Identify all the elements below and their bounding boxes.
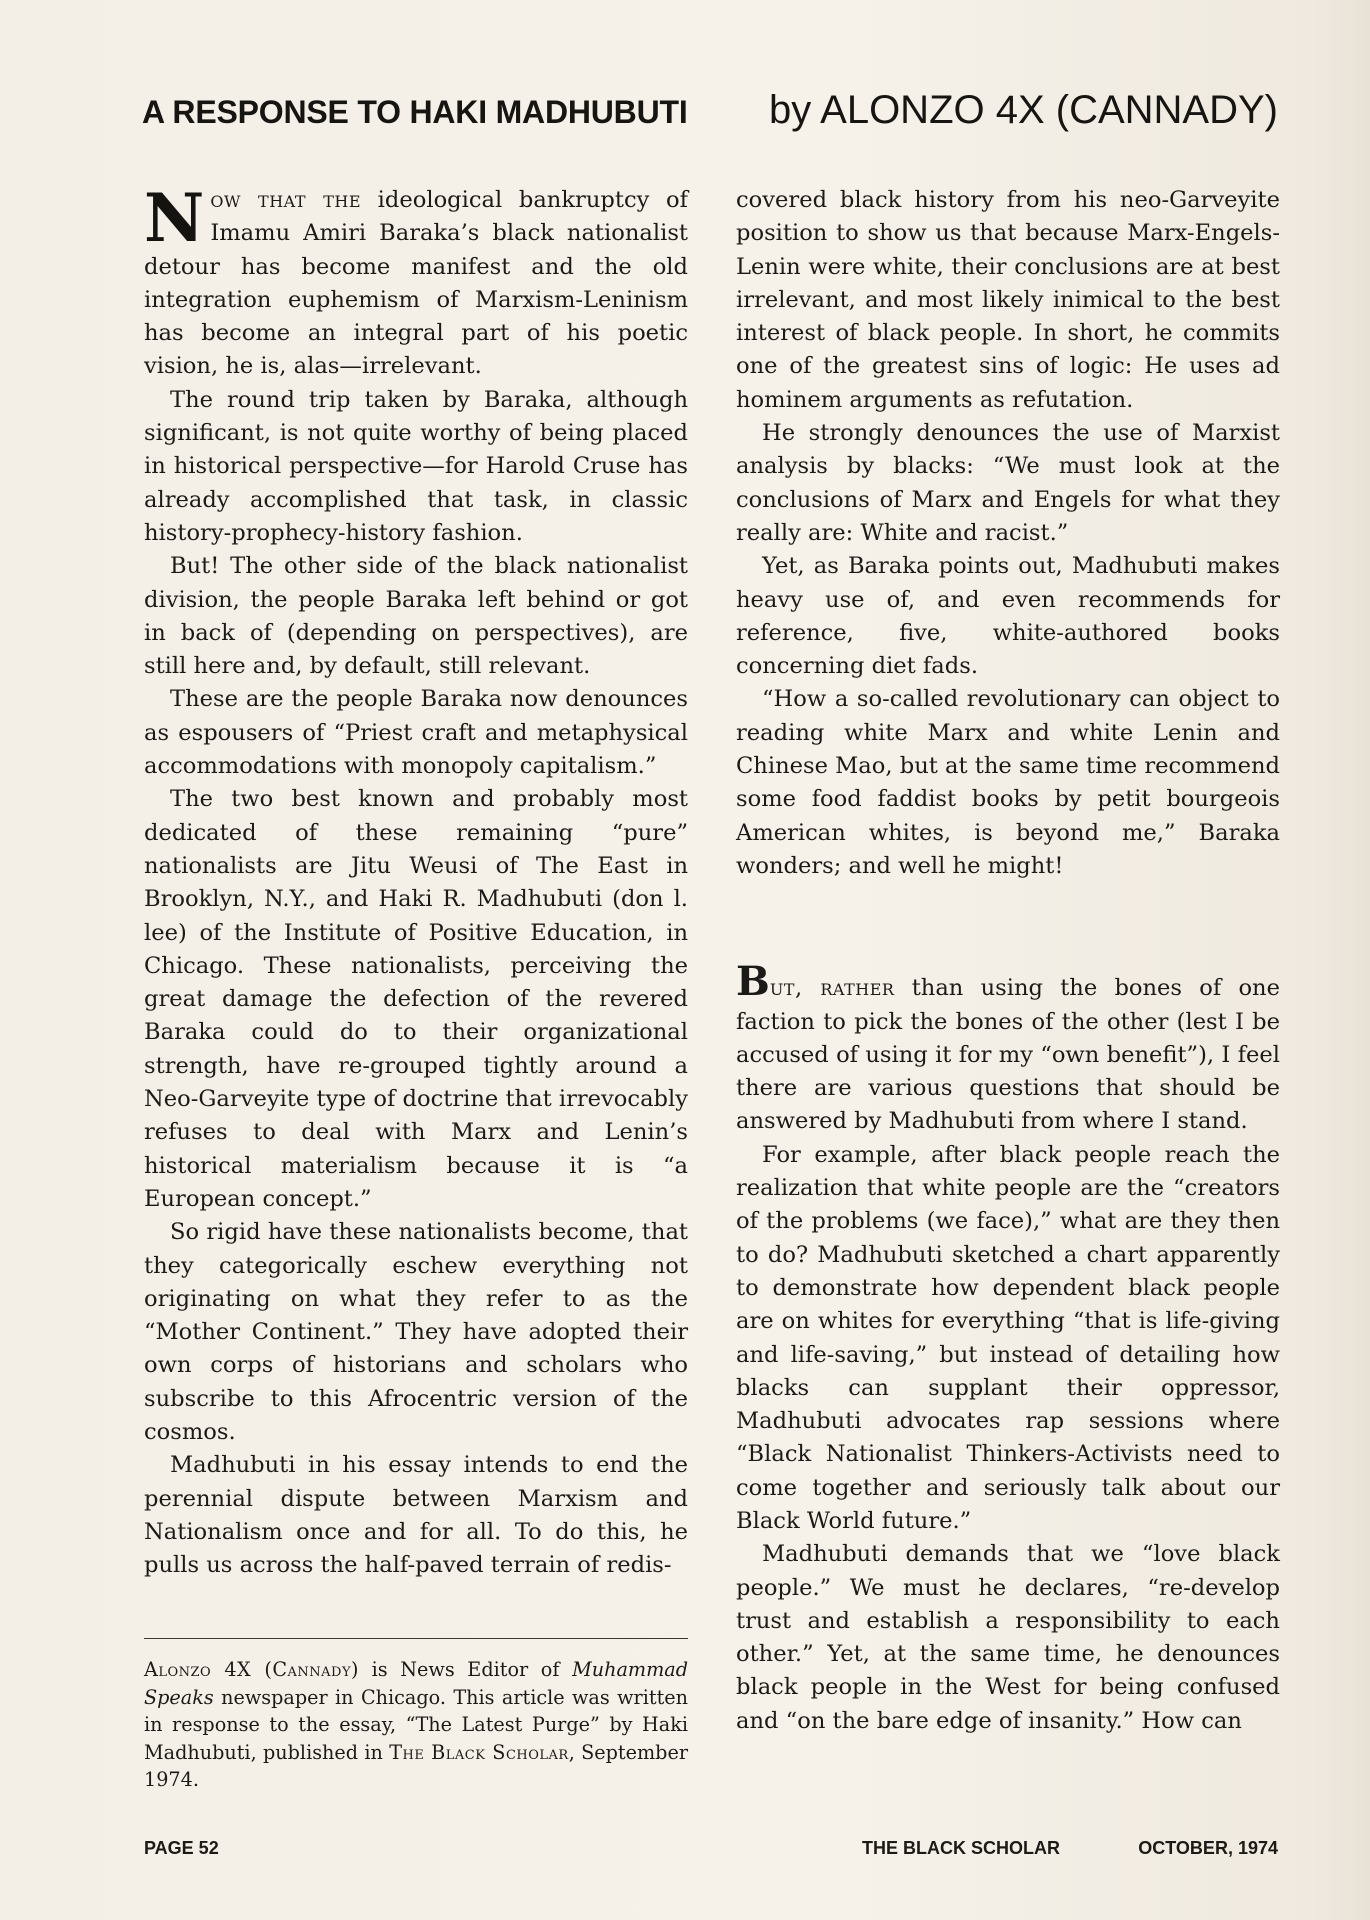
paragraph: For example, after black people reach the realization that white people are the “creators of the problems (we face),” what are they then to do? Madhubuti sketched a chart apparently to demonstrate how dependent black people are on whites for everything “that is life-giving and life-saving,” but instead of detailing how blacks can supplant their oppressor, Madhubuti advocates rap sessions where “Black Nationalist Thinkers-Activists need to come together and seriously talk about our Black World future.” <box>736 1141 1280 1534</box>
paragraph: The round trip taken by Baraka, although significant, is not quite worthy of being placed in historical perspective—for Harold Cruse has already accomplished that task, in classic history-prophecy-history fashion. <box>144 386 688 546</box>
footnote-text: is News Editor of <box>359 1658 573 1681</box>
drop-cap: B <box>736 958 770 1006</box>
paragraph: The two best known and probably most dedicated of these remaining “pure” nationalists are Jitu Weusi of The East in Brooklyn, N.Y., and Haki R. Madhubuti (don l. lee) of the Institute of Positive Education, in Chicago. These nationalists, perceiving the great damage the defection of the revered Baraka could do to their organizational strength, have re-grouped tightly around a Neo-Garveyite type of doctrine that irrevocably refuses to deal with Marx and Lenin’s historical materialism because it is “a European concept.” <box>144 786 688 1212</box>
article-title: A RESPONSE TO HAKI MADHUBUTI <box>142 94 688 130</box>
paragraph: “How a so-called revolutionary can object to reading white Marx and white Lenin and Chinese Mao, but at the same time recommend some food faddist books by petit bourgeois American whites, is beyond me,” Baraka wonders; and well he might! <box>736 686 1280 879</box>
footnote-divider <box>144 1638 688 1639</box>
paragraph: But! The other side of the black nationalist division, the people Baraka left behind or got in back of (depending on perspectives), are still here and, by default, still relevant. <box>144 553 688 680</box>
right-column <box>736 184 1280 1738</box>
journal-name: THE BLACK SCHOLAR <box>862 1838 1060 1858</box>
footnote-author: Alonzo 4X (Cannady) <box>144 1658 360 1681</box>
issue-date: OCTOBER, 1974 <box>1138 1838 1278 1858</box>
footnote-publication: Muhammad Speaks <box>144 1658 688 1709</box>
paragraph-opening <box>144 179 688 384</box>
author-footnote <box>144 1656 688 1794</box>
paragraph: So rigid have these nationalists become, that they categorically eschew everything not originating on what they refer to as the “Mother Continent.” They have adopted their own corps of historians and scholars who subscribe to this Afrocentric version of the cosmos. <box>144 1219 688 1445</box>
footnote-text: , September 1974. <box>144 1740 688 1792</box>
paragraph: Madhubuti in his essay intends to end the perennial dispute between Marxism and Nationalism once and for all. To do this, he pulls us across the half-paved terrain of redis- <box>144 1452 688 1579</box>
paragraph-text: than using the bones of one faction to pick the bones of the other (lest I be accused of using it for my “own benefit”), I feel there are various questions that should be answered by Madhubuti from where I stand. <box>736 975 1280 1135</box>
paragraph: These are the people Baraka now denounces as espousers of “Priest craft and metaphysical accommodations with monopoly capitalism.” <box>144 686 688 780</box>
paragraph-text: ideological bankruptcy of Imamu Amiri Baraka’s black nationalist detour has become manifest and the old integration euphemism of Marxism-Leninism has become an integral part of his poetic vision, he is, alas—irrelevant. <box>144 187 688 380</box>
paragraph: Yet, as Baraka points out, Madhubuti makes heavy use of, and even recommends for reference, five, white-authored books concerning diet fads. <box>736 553 1280 680</box>
paragraph: He strongly denounces the use of Marxist analysis by blacks: “We must look at the conclusions of Marx and Engels for what they really are: White and racist.” <box>736 420 1280 546</box>
page-number: PAGE 52 <box>144 1838 219 1858</box>
paragraph: covered black history from his neo-Garveyite position to show us that because Marx-Engels-Lenin were white, their conclusions are at best irrelevant, and most likely inimical to the best interest of black people. In short, he commits one of the greatest sins of logic: He uses ad hominem arguments as refutation. <box>736 187 1280 413</box>
drop-cap: N <box>144 179 205 257</box>
footnote-text: newspaper in Chicago. This article was written in response to the essay, “The Latest Purge” by Haki Madhubuti, published in <box>144 1685 688 1764</box>
paragraph-section-opening <box>736 958 1280 1138</box>
lead-in: ut, rather <box>769 975 895 1002</box>
footnote-journal: The Black Scholar <box>389 1740 569 1764</box>
section-break <box>736 883 1280 967</box>
article-byline: by ALONZO 4X (CANNADY) <box>768 88 1278 132</box>
running-footer <box>862 1838 1278 1859</box>
left-column <box>144 179 688 1582</box>
lead-in: ow that the <box>210 187 362 213</box>
article-header <box>142 88 1278 133</box>
paragraph: Madhubuti demands that we “love black people.” We must he declares, “re-develop trust and establish a responsibility to each other.” Yet, at the same time, he denounces black people in the West for being confused and “on the bare edge of insanity.” How can <box>736 1541 1280 1734</box>
